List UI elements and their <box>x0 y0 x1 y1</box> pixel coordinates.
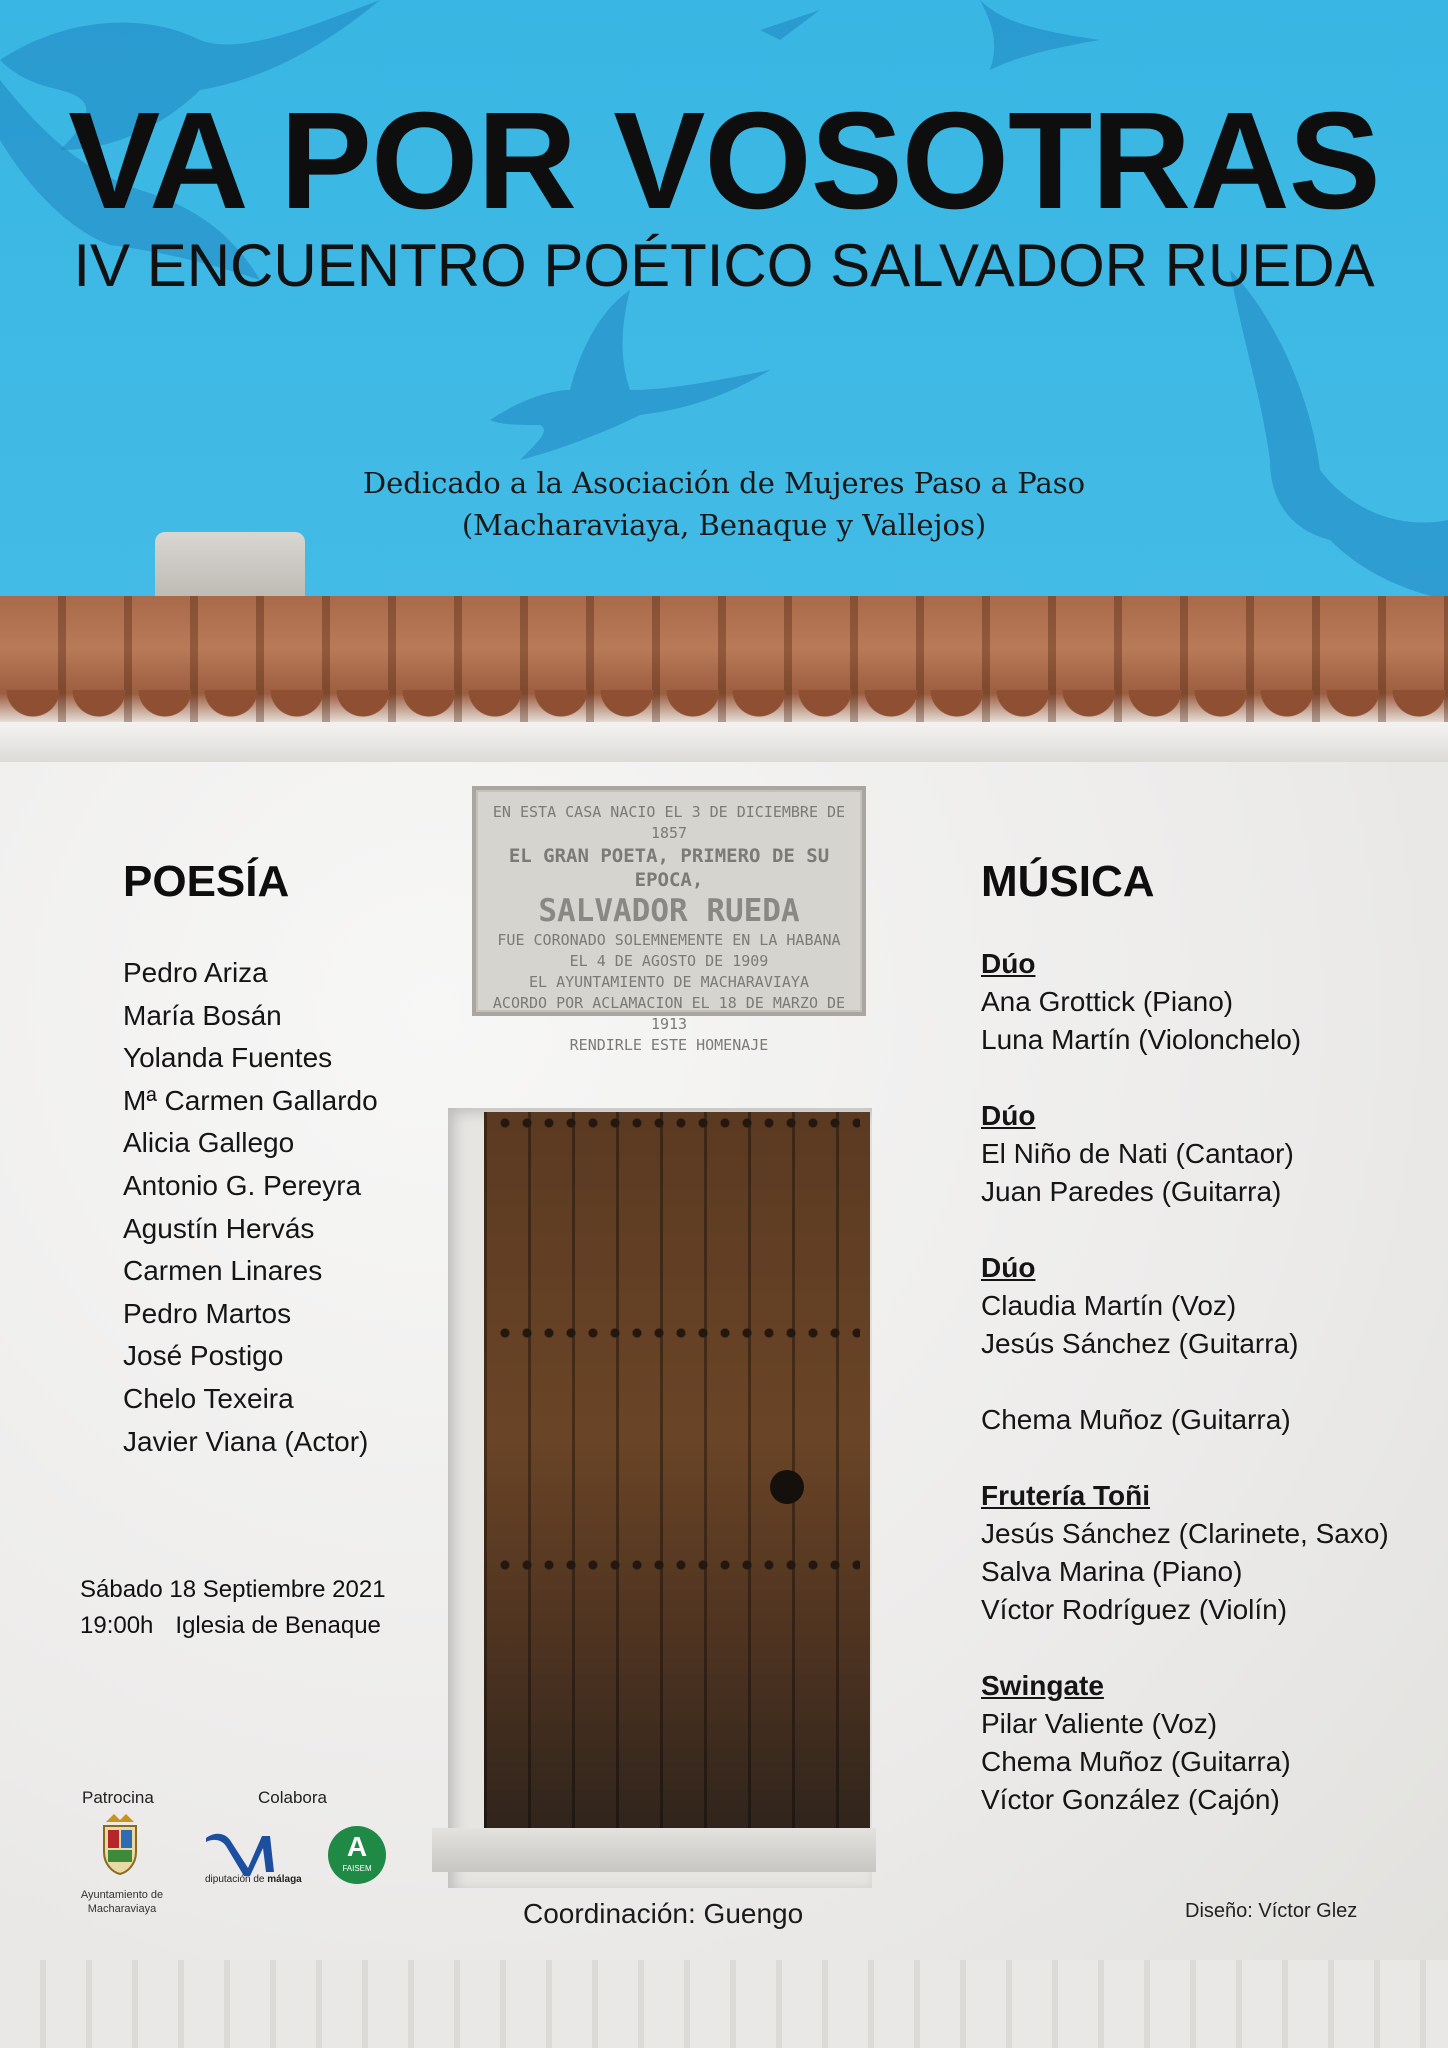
dedication-line: Dedicado a la Asociación de Mujeres Paso a Paso <box>362 466 1086 500</box>
list-spacer <box>981 1439 1389 1477</box>
poet-name: Agustín Hervás <box>123 1212 315 1244</box>
poet-name: Pedro Martos <box>123 1297 292 1329</box>
plaque-line: ACORDO POR ACLAMACION EL 18 DE MARZO DE 1913 <box>492 994 846 1033</box>
door-knob <box>770 1470 804 1504</box>
door-sill <box>432 1828 876 1872</box>
coat-of-arms-icon <box>100 1812 140 1876</box>
event-time: 19:00h <box>80 1612 154 1639</box>
event-place: Iglesia de Benaque <box>175 1612 381 1639</box>
door-studs <box>494 1328 860 1338</box>
musicians-list <box>981 945 1389 1819</box>
ayuntamiento-line: Macharaviaya <box>87 1903 157 1915</box>
diputacion-name <box>205 1874 302 1885</box>
musician-name: Pilar Valiente (Voz) <box>981 1708 1218 1739</box>
ayuntamiento-line: Ayuntamiento de <box>80 1889 164 1901</box>
plaque-line: EL GRAN POETA, PRIMERO DE SU EPOCA, <box>508 845 830 891</box>
plaque-line: EN ESTA CASA NACIO EL 3 DE DICIEMBRE DE 1857 <box>492 803 846 842</box>
event-info <box>80 1572 386 1644</box>
list-spacer <box>981 1363 1389 1401</box>
list-spacer <box>981 1211 1389 1249</box>
musician-name: Jesús Sánchez (Guitarra) <box>981 1328 1299 1359</box>
poet-name: Carmen Linares <box>123 1255 323 1287</box>
musician-name: Ana Grottick (Piano) <box>981 986 1234 1017</box>
patrocina-label: Patrocina <box>82 1788 154 1807</box>
door-studs <box>494 1118 860 1128</box>
musician-name: Víctor Rodríguez (Violín) <box>981 1594 1288 1625</box>
music-group-title: Dúo <box>981 948 1036 979</box>
faisem-logo <box>328 1826 386 1884</box>
coordination-credit: Coordinación: Guengo <box>523 1898 804 1929</box>
poet-name: Antonio G. Pereyra <box>123 1169 362 1201</box>
design-credit: Diseño: Víctor Glez <box>1185 1900 1358 1922</box>
music-group-title: Frutería Toñi <box>981 1480 1151 1511</box>
poet-name: María Bosán <box>123 999 282 1031</box>
poet-name: Yolanda Fuentes <box>123 1042 333 1074</box>
dedication-line: (Macharaviaya, Benaque y Vallejos) <box>461 508 987 542</box>
music-group-title: Dúo <box>981 1252 1036 1283</box>
musician-name: Jesús Sánchez (Clarinete, Saxo) <box>981 1518 1389 1549</box>
faisem-name: FAISEM <box>342 1864 372 1873</box>
poet-name: Pedro Ariza <box>123 957 268 988</box>
musician-name: Víctor González (Cajón) <box>981 1784 1280 1815</box>
list-spacer <box>981 1629 1389 1667</box>
plaque-line: EL 4 DE AGOSTO DE 1909 <box>569 952 769 970</box>
musician-name: Salva Marina (Piano) <box>981 1556 1243 1587</box>
list-spacer <box>981 1059 1389 1097</box>
poster-subtitle: IV ENCUENTRO POÉTICO SALVADOR RUEDA <box>73 232 1375 299</box>
plaque-line: SALVADOR RUEDA <box>538 893 800 929</box>
roof-tile-edge <box>0 690 1448 726</box>
wooden-door <box>484 1112 870 1834</box>
door-studs <box>494 1560 860 1570</box>
diputacion-city: málaga <box>267 1874 302 1885</box>
diputacion-prefix: diputación de <box>205 1874 265 1885</box>
poet-name: Chelo Texeira <box>123 1382 294 1414</box>
faisem-letter: A <box>346 1831 368 1862</box>
colabora-label: Colabora <box>258 1788 327 1807</box>
swallow-icon <box>1210 270 1448 600</box>
roof-eave <box>0 722 1448 764</box>
musica-heading: MÚSICA <box>981 857 1155 906</box>
musician-name: Chema Muñoz (Guitarra) <box>981 1746 1291 1777</box>
poet-name: Alicia Gallego <box>123 1127 295 1159</box>
poet-name: Javier Viana (Actor) <box>123 1425 369 1457</box>
poesia-heading: POESÍA <box>123 857 290 906</box>
musician-name: Chema Muñoz (Guitarra) <box>981 1404 1291 1435</box>
music-group-title: Swingate <box>981 1670 1104 1701</box>
music-group-title: Dúo <box>981 1100 1036 1131</box>
musician-name: Claudia Martín (Voz) <box>981 1290 1237 1321</box>
chimney <box>155 532 305 602</box>
swallow-icon <box>480 290 770 460</box>
plaque-line: EL AYUNTAMIENTO DE MACHARAVIAYA <box>529 973 809 991</box>
ayuntamiento-name <box>62 1888 182 1916</box>
poets-list <box>123 952 378 1463</box>
event-time-place <box>80 1608 386 1644</box>
poet-name: José Postigo <box>123 1340 284 1372</box>
poster-title: VA POR VOSOTRAS <box>68 84 1380 238</box>
musician-name: Luna Martín (Violonchelo) <box>981 1024 1302 1055</box>
cobblestone-ground <box>0 1960 1448 2048</box>
musician-name: Juan Paredes (Guitarra) <box>981 1176 1282 1207</box>
commemorative-plaque <box>472 786 866 1054</box>
swallow-icon <box>700 0 1100 80</box>
plaque-line: RENDIRLE ESTE HOMENAJE <box>569 1036 769 1054</box>
musician-name: El Niño de Nati (Cantaor) <box>981 1138 1294 1169</box>
event-date: Sábado 18 Septiembre 2021 <box>80 1576 386 1603</box>
poet-name: Mª Carmen Gallardo <box>123 1084 378 1116</box>
plaque-line: FUE CORONADO SOLEMNEMENTE EN LA HABANA <box>497 931 841 949</box>
